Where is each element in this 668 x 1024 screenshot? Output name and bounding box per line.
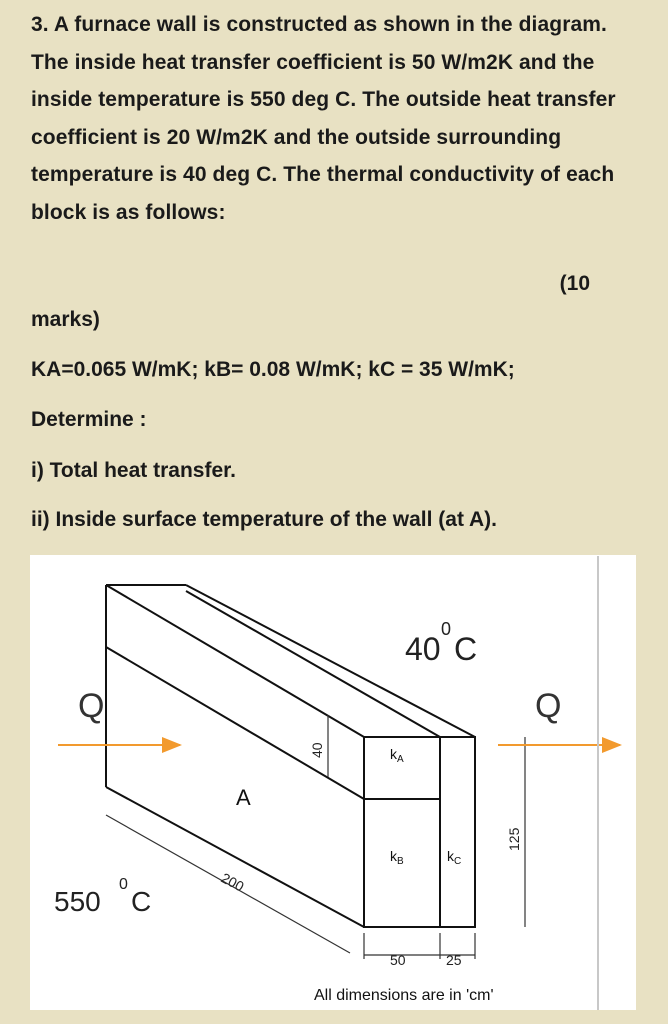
inside-temperature-value: 550	[54, 886, 101, 917]
units-note: All dimensions are in 'cm'	[314, 987, 494, 1004]
dimension-25: 25	[446, 952, 462, 968]
furnace-wall-diagram	[30, 555, 636, 1010]
face-divider	[106, 647, 364, 799]
marks-value: (10	[559, 272, 590, 295]
dimension-200: 200	[218, 869, 247, 895]
dimension-40: 40	[309, 742, 325, 758]
top-front-edge	[106, 585, 364, 737]
figure-divider	[597, 556, 599, 1010]
outside-temperature-unit: C	[454, 631, 478, 667]
outside-temperature-value: 40	[405, 631, 441, 667]
kb-label: $k_B$	[390, 848, 404, 867]
inside-temperature-degree: 0	[119, 876, 128, 893]
part-i: i) Total heat transfer.	[31, 459, 236, 482]
part-ii: ii) Inside surface temperature of the wall (at A).	[31, 508, 497, 531]
dimension-125: 125	[506, 827, 522, 851]
q-out-label: Q	[535, 687, 562, 725]
question-text	[31, 6, 641, 231]
conductivity-values: KA=0.065 W/mK; kB= 0.08 W/mK; kC = 35 W/mK;	[31, 358, 515, 381]
ka-label: $k_A$	[390, 746, 404, 765]
surface-a-label: A	[236, 785, 251, 810]
determine-heading: Determine :	[31, 408, 147, 431]
outside-temperature-degree: 0	[441, 619, 452, 639]
inside-temperature-unit: C	[131, 886, 152, 917]
q-in-label: Q	[78, 687, 105, 725]
front-face	[364, 737, 475, 927]
dimension-50: 50	[390, 952, 406, 968]
top-split-edge	[186, 591, 440, 737]
kc-label: $k_C$	[447, 848, 462, 867]
marks-label: marks)	[31, 308, 100, 331]
question-paragraph: 3. A furnace wall is constructed as shown in the diagram. The inside heat transfer coefficient is 50 W/m2K and the inside temperature is 550 deg C. The outside heat transfer coefficient is 20 W/m2K and the outside surrounding temperature is 40 deg C. The thermal conductivity of each block is as follows:	[31, 13, 616, 224]
diagram-canvas	[30, 555, 636, 1010]
